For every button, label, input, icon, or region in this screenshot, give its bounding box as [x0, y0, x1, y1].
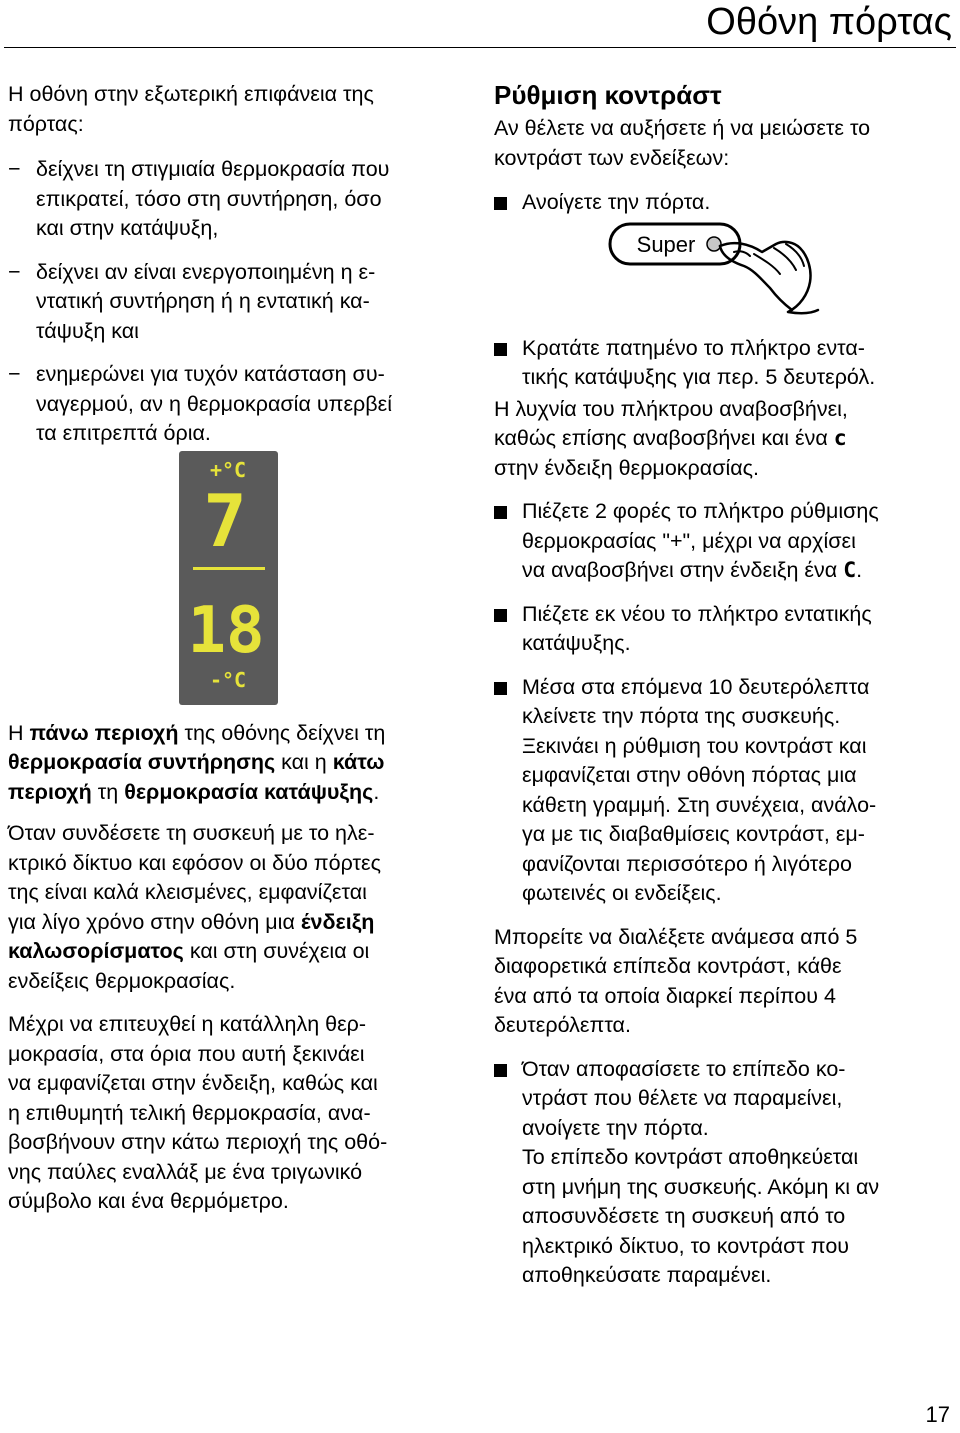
page-number: 17 [925, 1401, 950, 1427]
step-text: να αναβοσβήνει στην ένδειξη ένα C. [522, 558, 863, 583]
list-item-line: δείχνει αν είναι ενεργοποιημένη η ε- [36, 259, 376, 284]
list-item-line: και στην κατάψυξη, [36, 216, 219, 240]
step-item [494, 334, 950, 393]
header-rule [4, 47, 956, 48]
display-divider [193, 567, 265, 570]
display-fridge-temp: 7 [203, 478, 247, 563]
list-item-line: τάψυξη και [36, 318, 139, 343]
step-text: ανοίγετε την πόρτα. [522, 1115, 709, 1140]
square-bullet-icon [494, 497, 522, 586]
temperature-reach-paragraph: Μέχρι να επιτευχθεί η κατάλληλη θερ- μοκρασία, στα όρια που αυτή ξεκινάει να εμφανίζεται στην ένδειξη, καθώς και η επιθυμητή τελική θερμοκρασία, ανα- βοσβήνουν στην κάτω περιοχή της οθό- νης παύλες εναλλάξ με ένα τριγωνικό σύμβολο και ένα θερμόμετρο. [8, 1012, 388, 1213]
step-text: αποσυνδέσετε τη συσκευή από το [522, 1204, 846, 1228]
step-text: Ανοίγετε την πόρτα. [522, 190, 711, 214]
step-text: Όταν αποφασίσετε το επίπεδο κο- [522, 1056, 846, 1081]
door-display-image [179, 451, 278, 705]
step-text: Πιέζετε 2 φορές το πλήκτρο ρύθμισης [522, 499, 879, 523]
step-item [494, 673, 950, 909]
list-item-line: τα επιτρεπτά όρια. [36, 421, 211, 445]
display-symbol-c: c [833, 426, 847, 451]
note-paragraph: Η λυχνία του πλήκτρου αναβοσβήνει, καθώς επίσης αναβοσβήνει και ένα c στην ένδειξη θερμοκρασίας. [494, 396, 848, 480]
display-bottom-label: -°C [209, 667, 247, 692]
step-text: κατάψυξης. [522, 631, 631, 655]
list-item-line: ντατική συντήρηση ή η εντατική κα- [36, 289, 370, 313]
square-bullet-icon [494, 600, 522, 659]
step-text: κάθετη γραμμή. Στη συνέχεια, ανάλο- [522, 792, 877, 817]
dash-marker: − [8, 259, 21, 284]
step-item [494, 497, 950, 586]
step-text: θερμοκρασίας "+", μέχρι να αρχίσει [522, 528, 856, 553]
super-button-illustration [604, 222, 950, 334]
step-text: Ξεκινάει η ρύθμιση του κοντράστ και [522, 733, 867, 758]
step-text: κλείνετε την πόρτα της συσκευής. [522, 704, 841, 728]
step-text: εμφανίζεται στην οθόνη πόρτας μια [522, 763, 857, 787]
step-text: αποθηκεύσατε παραμένει. [522, 1263, 772, 1287]
square-bullet-icon [494, 673, 522, 909]
list-item [8, 155, 460, 244]
dash-marker: − [8, 157, 21, 181]
square-bullet-icon [494, 1055, 522, 1291]
display-freezer-temp: 18 [187, 593, 265, 668]
square-bullet-icon [494, 334, 522, 393]
step-text: ηλεκτρικό δίκτυο, το κοντράστ που [522, 1233, 850, 1258]
display-symbol-C: C [843, 558, 857, 583]
list-item [8, 258, 460, 347]
page-header-title: Οθόνη πόρτας [706, 1, 952, 43]
super-button-label: Super [636, 231, 696, 257]
step-text: τικής κατάψυξης για περ. 5 δευτερόλ. [522, 365, 876, 389]
display-top-label: +°C [209, 457, 247, 482]
contrast-levels-paragraph: Μπορείτε να διαλέξετε ανάμεσα από 5 διαφορετικά επίπεδα κοντράστ, κάθε ένα από τα οποία διαρκεί περίπου 4 δευτερόλεπτα. [494, 924, 858, 1037]
step-text: Το επίπεδο κοντράστ αποθηκεύεται [522, 1145, 859, 1169]
list-item-line: δείχνει τη στιγμιαία θερμοκρασία που [36, 157, 390, 181]
dash-marker: − [8, 362, 21, 386]
intro-paragraph: Η οθόνη στην εξωτερική επιφάνεια της πόρτας: [8, 82, 374, 136]
super-led-icon [707, 237, 721, 251]
step-text: γα με τις διαβαθμίσεις κοντράστ, εμ- [522, 822, 865, 846]
list-item-line: επικρατεί, τόσο στη συντήρηση, όσο [36, 186, 382, 211]
section-title: Ρύθμιση κοντράστ [494, 80, 722, 110]
step-text: Κρατάτε πατημένο το πλήκτρο εντα- [522, 335, 865, 360]
left-column [8, 80, 460, 1217]
step-item [494, 600, 950, 659]
step-item [494, 1055, 950, 1291]
welcome-paragraph: Όταν συνδέσετε τη συσκευή με το ηλε- κτρικό δίκτυο και εφόσον οι δύο πόρτες της είναι καλά κλεισμένες, εμφανίζεται για λίγο χρόνο στην οθόνη μια ένδειξη καλωσορίσματος και στη συνέχεια οι ενδείξεις θερμοκρασίας. [8, 821, 381, 993]
step-text: Πιέζετε εκ νέου το πλήκτρο εντατικής [522, 601, 872, 626]
list-item-line: ενημερώνει για τυχόν κατάσταση συ- [36, 362, 385, 386]
step-text: φωτεινές οι ενδείξεις. [522, 881, 722, 905]
right-column [494, 80, 950, 1291]
step-text: φανίζονται περισσότερο ή λιγότερο [522, 851, 852, 876]
square-bullet-icon [494, 188, 522, 218]
step-item [494, 188, 950, 218]
contrast-intro: Αν θέλετε να αυξήσετε ή να μειώσετε το κοντράστ των ενδείξεων: [494, 116, 871, 170]
list-item-line: ναγερμού, αν η θερμοκρασία υπερβεί [36, 391, 392, 416]
display-description-paragraph: Η πάνω περιοχή της οθόνης δείχνει τη θερμοκρασία συντήρησης και η κάτω περιοχή τη θερμοκρασία κατάψυξης. [8, 720, 386, 804]
list-item [8, 360, 460, 449]
step-text: Μέσα στα επόμενα 10 δευτερόλεπτα [522, 674, 870, 699]
step-text: ντράστ που θέλετε να παραμείνει, [522, 1086, 843, 1110]
step-text: στη μνήμη της συσκευής. Ακόμη κι αν [522, 1174, 880, 1199]
